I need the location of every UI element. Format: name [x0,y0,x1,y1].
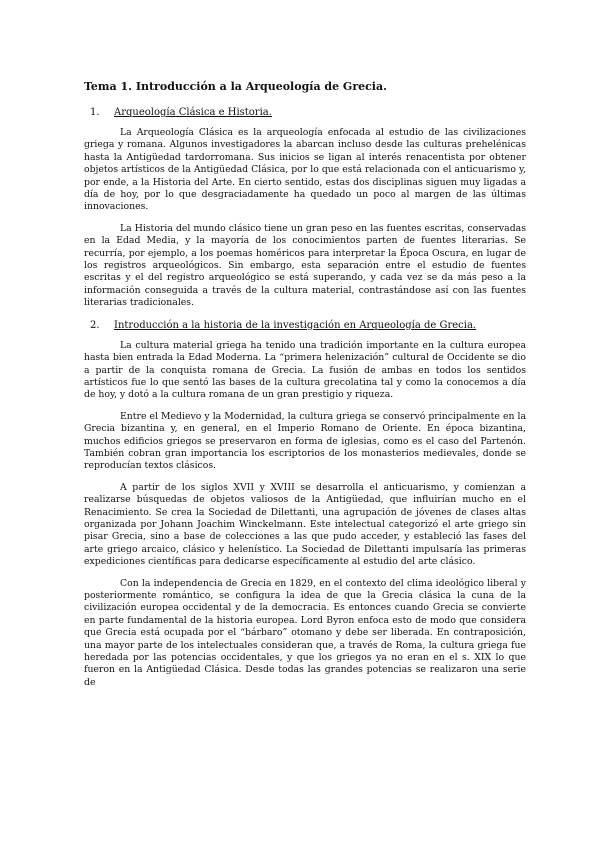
paragraph: Con la independencia de Grecia en 1829, en el contexto del clima ideológico liberal y posteriormente romántico, se configura la idea de que la Grecia clásica la cuna de la civilización europea occidental y de la democracia. Es entonces cuando Grecia se convierte en parte fundamental de la historia europea. Lord Byron enfoca esto de modo que considera que Grecia está ocupada por el “bárbaro” otomano y debe ser liberada. En contraposición, una mayor parte de los intelectuales consideran que, a través de Roma, la cultura griega fue heredada por las potencias occidentales, y que los griegos ya no eran en el s. XIX lo que fueron en la Antigüedad Clásica. Desde todas las grandes potencias se realizaron una serie de [84,577,526,688]
paragraph: A partir de los siglos XVII y XVIII se desarrolla el anticuarismo, y comienzan a realizarse búsquedas de objetos valiosos de la Antigüedad, que influirían mucho en el Renacimiento. Se crea la Sociedad de Dilettanti, una agrupación de jóvenes de clases altas organizada por Johann Joachim Winckelmann. Este intelectual categorizó el arte griego sin pisar Grecia, sino a base de colecciones a las que pudo acceder, y estableció las fases del arte griego arcaico, clásico y helenístico. La Sociedad de Dilettanti impulsaría las primeras expediciones científicas para dedicarse específicamente al estudio del arte clásico. [84,481,526,568]
section-number: 1. [90,107,100,118]
paragraph: La Historia del mundo clásico tiene un gran peso en las fuentes escritas, conservadas en la Edad Media, y la mayoría de los conocimientos parten de fuentes literarias. Se recurría, por ejemplo, a los poemas homéricos para interpretar la Época Oscura, en lugar de los registros arqueológicos. Sin embargo, esta separación entre el estudio de fuentes escritas y el del registro arqueológico se está superando, y cada vez se da más peso a la información conseguida a través de la cultura material, contrastándose así con las fuentes literarias tradicionales. [84,222,526,309]
section-number: 2. [90,319,100,331]
section-heading-1 [84,106,526,119]
section-title: Arqueología Clásica e Historia. [114,107,272,118]
document-body [84,80,526,698]
paragraph: Entre el Medievo y la Modernidad, la cultura griega se conservó principalmente en la Grecia bizantina y, en general, en el Imperio Romano de Oriente. En época bizantina, muchos edificios griegos se preservaron en forma de iglesias, como es el caso del Partenón. También cobran gran importancia los escriptorios de los monasterios medievales, donde se reproducían textos clásicos. [84,410,526,472]
section-heading-2 [84,319,526,332]
document-title: Tema 1. Introducción a la Arqueología de Grecia. [84,80,387,93]
paragraph: La Arqueología Clásica es la arqueología enfocada al estudio de las civilizaciones griega y romana. Algunos investigadores la abarcan incluso desde las culturas prehelénicas hasta la Antigüedad tardorromana. Sus inicios se ligan al interés renacentista por obtener objetos artísticos de la Antigüedad Clásica, por lo que está relacionada con el anticuarismo y, por ende, a la Historia del Arte. En cierto sentido, estas dos disciplinas siguen muy ligadas a día de hoy, por lo que desgraciadamente ha quedado un poco al margen de las últimas innovaciones. [84,127,526,213]
paragraph: La cultura material griega ha tenido una tradición importante en la cultura europea hasta bien entrada la Edad Moderna. La “primera helenización” cultural de Occidente se dio a partir de la conquista romana de Grecia. La fusión de ambas en todos los sentidos artísticos fue lo que sentó las bases de la cultura grecolatina tal y como la conocemos a día de hoy, y dotó a la cultura romana de un gran prestigio y riqueza. [84,339,526,401]
section-title: Introducción a la historia de la investigación en Arqueología de Grecia. [114,319,477,331]
